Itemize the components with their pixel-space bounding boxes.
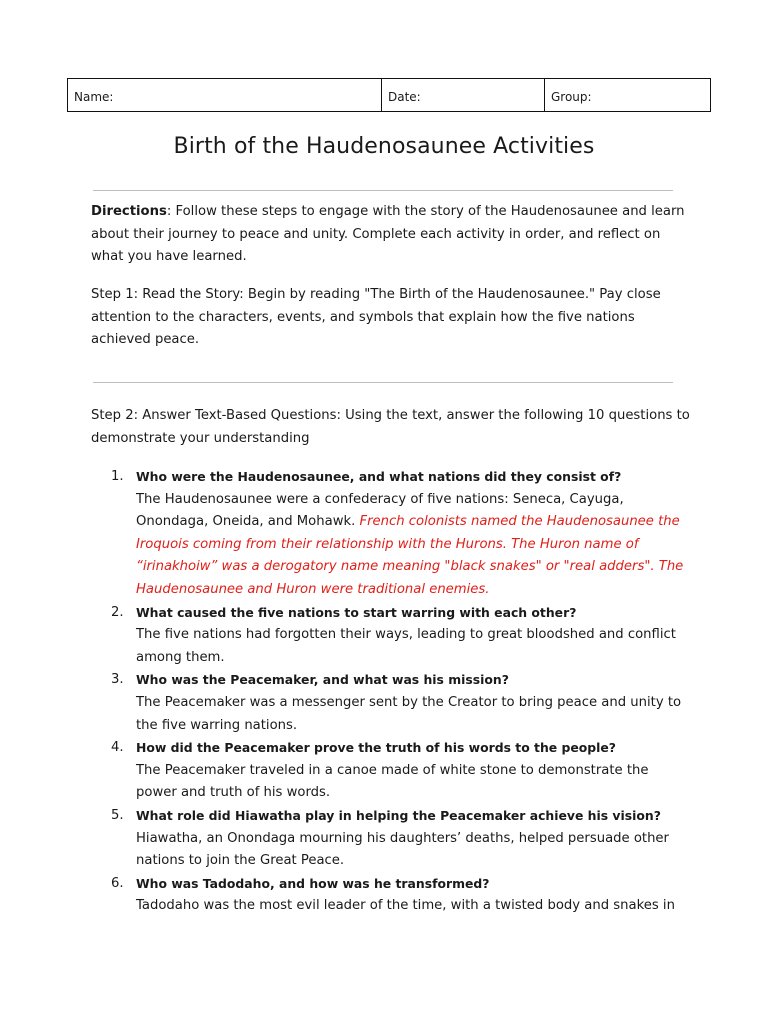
name-cell [68, 79, 382, 111]
question-item [107, 873, 687, 918]
question-text: What caused the five nations to start warring with each other? [136, 604, 577, 620]
answer-text [136, 489, 687, 602]
date-cell [382, 79, 545, 111]
student-info-table [67, 78, 711, 112]
question-text: How did the Peacemaker prove the truth of his words to the people? [136, 740, 616, 756]
question-item [107, 669, 687, 737]
divider [93, 190, 673, 191]
name-label: Name: [74, 90, 114, 104]
question-number: 1. [111, 469, 124, 484]
answer-text: Tadodaho was the most evil leader of the time, with a twisted body and snakes in [136, 898, 675, 914]
answer-text: Hiawatha, an Onondaga mourning his daughters’ deaths, helped persuade other nations to join the Great Peace. [136, 830, 669, 869]
answer-note: French colonists named the Haudenosaunee the Iroquois coming from their relationship with the Hurons. The Huron name of “irinakhoiw” was a derogatory name meaning "black snakes" or "real adders". The Haudenosaunee and Huron were traditional enemies. [136, 514, 684, 597]
page-title: Birth of the Haudenosaunee Activities [173, 134, 595, 159]
question-text: What role did Hiawatha play in helping the Peacemaker achieve his vision? [136, 807, 661, 823]
directions-label: Directions [91, 204, 167, 219]
question-number: 6. [111, 875, 124, 891]
question-number: 2. [111, 604, 124, 620]
question-text: Who was Tadodaho, and how was he transformed? [136, 875, 490, 891]
step2-paragraph: Step 2: Answer Text-Based Questions: Using the text, answer the following 10 questions to demonstrate your understanding [91, 408, 690, 446]
answer-text: The Peacemaker was a messenger sent by the Creator to bring peace and unity to the five warring nations. [136, 694, 682, 733]
directions-paragraph [91, 201, 691, 269]
question-text: Who were the Haudenosaunee, and what nations did they consist of? [136, 469, 622, 484]
question-item [107, 737, 687, 805]
question-text: Who was the Peacemaker, and what was his mission? [136, 672, 509, 688]
question-list [107, 466, 687, 918]
directions-text: : Follow these steps to engage with the story of the Haudenosaunee and learn about their journey to peace and unity. Complete each activity in order, and reflect on what you have learned. [91, 204, 685, 265]
question-item [107, 805, 687, 873]
question-number: 4. [111, 740, 124, 756]
question-number: 5. [111, 807, 124, 823]
question-item [107, 466, 687, 602]
answer-main: The Haudenosaunee were a confederacy of five nations: Seneca, Cayuga, Onondaga, Oneida, and Mohawk. [136, 491, 624, 530]
divider [93, 382, 673, 383]
step1-paragraph: Step 1: Read the Story: Begin by reading "The Birth of the Haudenosaunee." Pay close attention to the characters, events, and symbols that explain how the five nations achieved peace. [91, 287, 661, 348]
group-label: Group: [551, 90, 592, 104]
question-item [107, 602, 687, 670]
answer-text: The five nations had forgotten their ways, leading to great bloodshed and conflict among them. [136, 627, 676, 665]
date-label: Date: [388, 90, 421, 104]
answer-text: The Peacemaker traveled in a canoe made of white stone to demonstrate the power and truth of his words. [136, 762, 649, 801]
question-number: 3. [111, 672, 124, 688]
group-cell [545, 79, 710, 111]
